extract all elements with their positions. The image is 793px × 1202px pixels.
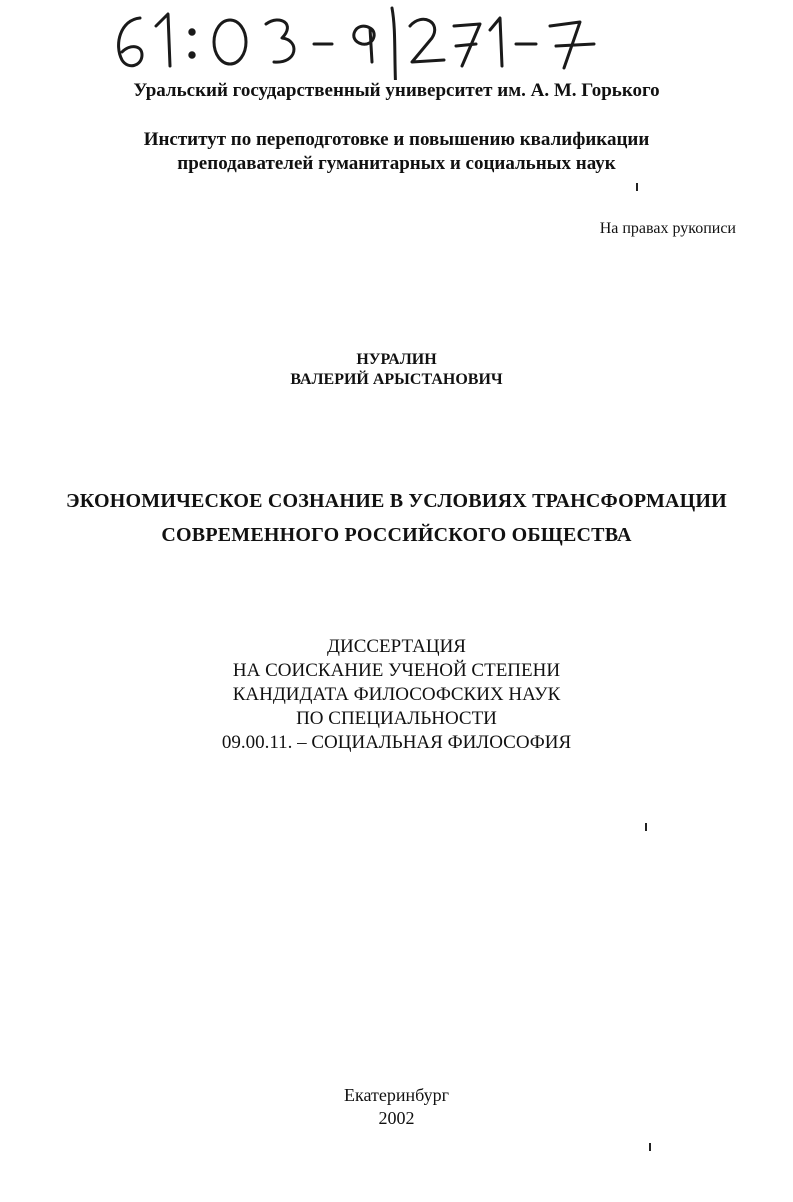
institute-line-2: преподавателей гуманитарных и социальных наук xyxy=(177,153,616,174)
diss-line-2: НА СОИСКАНИЕ УЧЕНОЙ СТЕПЕНИ xyxy=(232,660,561,681)
diss-line-3: КАНДИДАТА ФИЛОСОФСКИХ НАУК xyxy=(232,684,561,705)
handwritten-archive-number xyxy=(70,0,630,80)
diss-line-1: ДИССЕРТАЦИЯ xyxy=(327,636,466,657)
scan-artifact-mark xyxy=(649,1143,651,1151)
publication-city: Екатеринбург xyxy=(344,1085,449,1105)
publication-year: 2002 xyxy=(378,1108,415,1128)
author-given-names: ВАЛЕРИЙ АРЫСТАНОВИЧ xyxy=(290,371,503,388)
institute-name xyxy=(0,128,793,176)
manuscript-rights-note: На правах рукописи xyxy=(599,220,736,237)
scan-artifact-mark xyxy=(636,183,638,191)
author-surname: НУРАЛИН xyxy=(356,351,437,368)
scan-artifact-mark xyxy=(645,823,647,831)
author-block xyxy=(0,350,793,390)
diss-line-5: 09.00.11. – СОЦИАЛЬНАЯ ФИЛОСОФИЯ xyxy=(221,732,572,753)
publication-footer xyxy=(0,1084,793,1130)
dissertation-title xyxy=(0,484,793,552)
title-line-1: ЭКОНОМИЧЕСКОЕ СОЗНАНИЕ В УСЛОВИЯХ ТРАНСФОРМАЦИИ xyxy=(66,490,727,512)
institute-line-1: Институт по переподготовке и повышению квалификации xyxy=(143,129,650,150)
title-line-2: СОВРЕМЕННОГО РОССИЙСКОГО ОБЩЕСТВА xyxy=(161,524,632,546)
diss-line-4: ПО СПЕЦИАЛЬНОСТИ xyxy=(296,708,497,729)
university-name: Уральский государственный университет им. А. М. Горького xyxy=(133,80,660,101)
dissertation-description xyxy=(0,635,793,755)
